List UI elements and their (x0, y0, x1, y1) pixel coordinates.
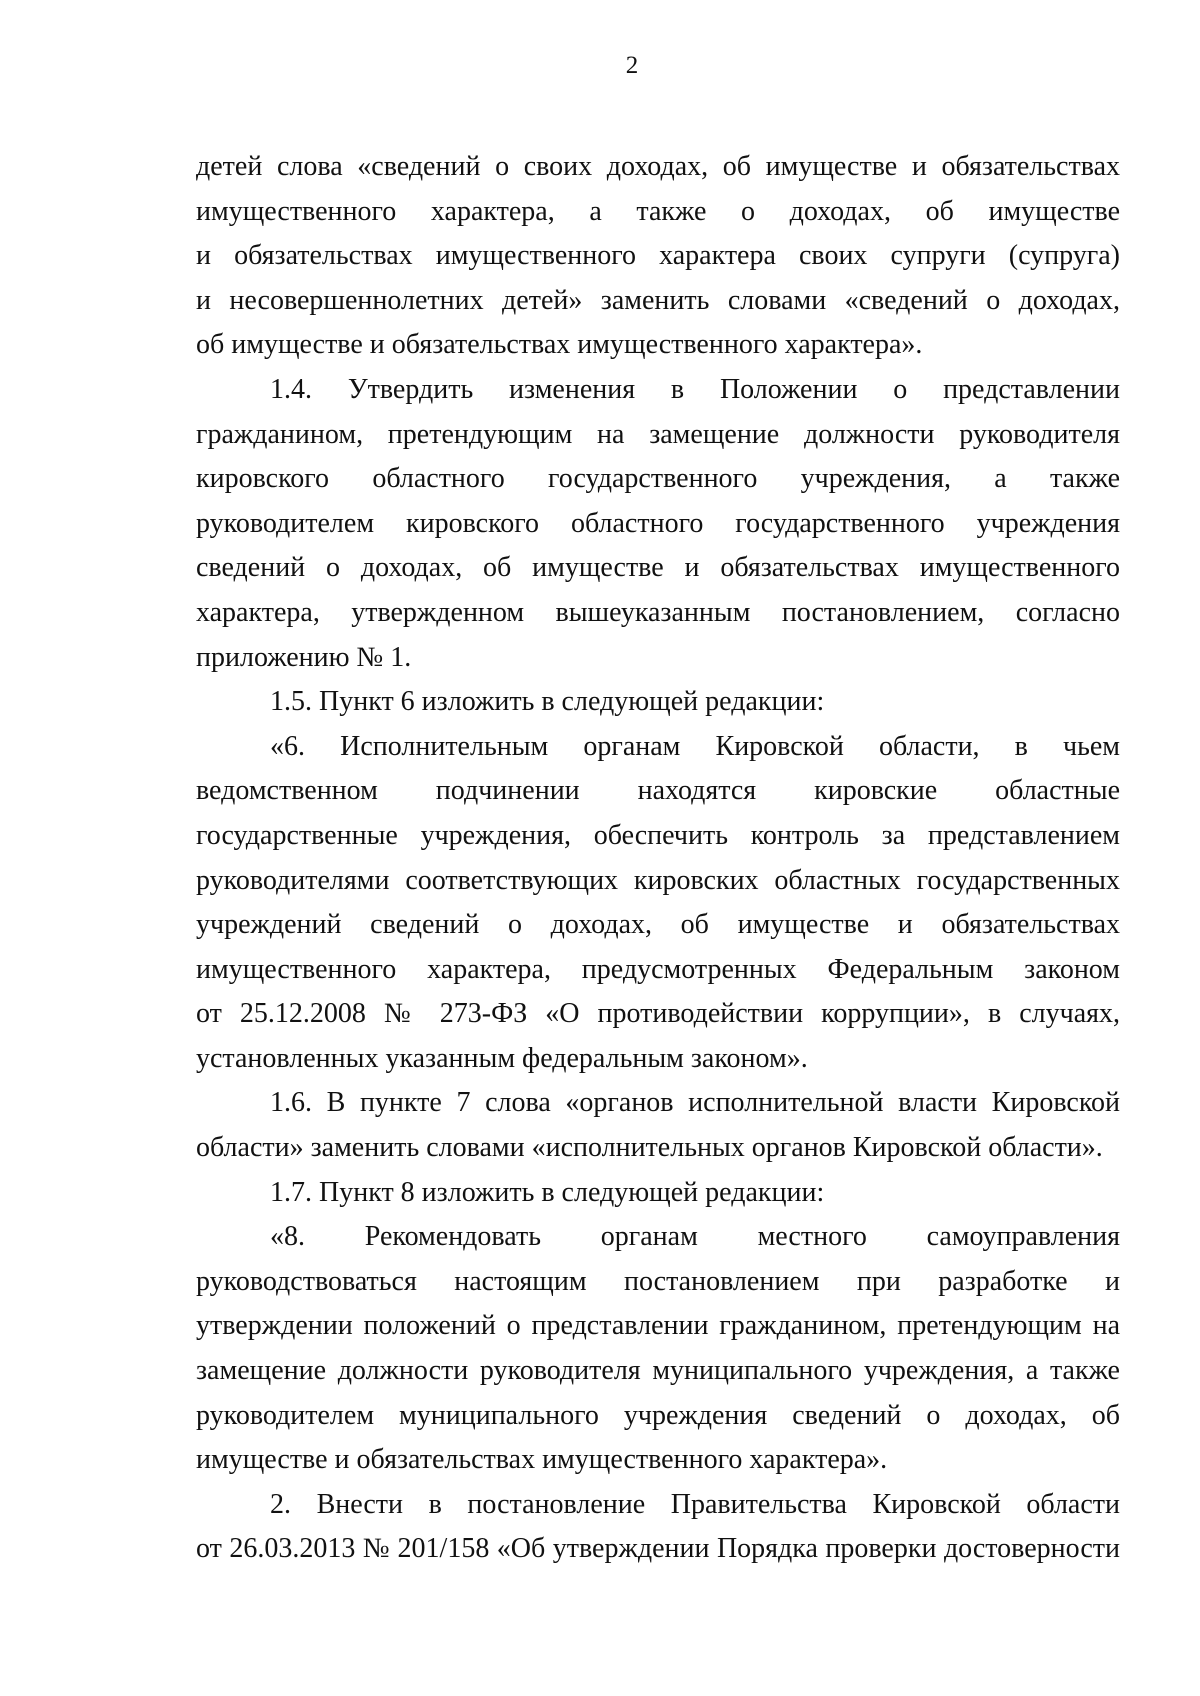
text-line: детей слова «сведений о своих доходах, об имуществе и обязательствах (196, 151, 1120, 182)
text-line: имуществе и обязательствах имущественного характера». (196, 1444, 888, 1476)
text-line: и обязательствах имущественного характера своих супруги (супруга) (196, 240, 1120, 272)
text-line: 1.4. Утвердить изменения в Положении о представлении (270, 373, 1120, 405)
text-line: установленных указанным федеральным законом». (196, 1042, 808, 1074)
text-line: и несовершеннолетних детей» заменить словами «сведений о доходах, (196, 284, 1120, 316)
text-line: руководителем кировского областного государственного учреждения (196, 507, 1120, 539)
text-line: имущественного характера, предусмотренных Федеральным законом (196, 953, 1120, 985)
text-line: руководителями соответствующих кировских областных государственных (196, 864, 1120, 896)
text-line: ведомственном подчинении находятся кировские областные (196, 775, 1120, 807)
text-line: руководствоваться настоящим постановлением при разработке и (196, 1265, 1120, 1297)
text-line: «6. Исполнительным органам Кировской области, в чьем (270, 730, 1120, 762)
page-number: 2 (625, 52, 639, 79)
text-line: «8. Рекомендовать органам местного самоуправления (270, 1221, 1120, 1253)
document-body (196, 145, 1120, 1572)
text-line: утверждении положений о представлении гражданином, претендующим на (196, 1310, 1120, 1342)
text-line: области» заменить словами «исполнительных органов Кировской области». (196, 1132, 1103, 1164)
text-line: от 25.12.2008 № 273-ФЗ «О противодействии коррупции», в случаях, (196, 998, 1120, 1030)
text-line: 1.5. Пункт 6 изложить в следующей редакции: (270, 686, 825, 718)
text-line: учреждений сведений о доходах, об имуществе и обязательствах (196, 909, 1120, 941)
text-line: характера, утвержденном вышеуказанным постановлением, согласно (196, 596, 1120, 628)
text-line: руководителем муниципального учреждения сведений о доходах, об (196, 1399, 1120, 1431)
text-line: 2. Внести в постановление Правительства Кировской области (270, 1488, 1120, 1520)
text-line: кировского областного государственного учреждения, а также (196, 463, 1120, 495)
text-line: 1.7. Пункт 8 изложить в следующей редакции: (270, 1176, 825, 1208)
text-line: приложению № 1. (196, 641, 412, 673)
text-line: об имуществе и обязательствах имущественного характера». (196, 329, 923, 361)
text-line: от 26.03.2013 № 201/158 «Об утверждении Порядка проверки достоверности (196, 1533, 1120, 1565)
text-line: сведений о доходах, об имуществе и обязательствах имущественного (196, 552, 1120, 584)
text-line: замещение должности руководителя муниципального учреждения, а также (196, 1355, 1120, 1387)
text-line: гражданином, претендующим на замещение должности руководителя (196, 418, 1120, 450)
text-line: 1.6. В пункте 7 слова «органов исполнительной власти Кировской (270, 1087, 1120, 1119)
text-line: имущественного характера, а также о доходах, об имуществе (196, 195, 1120, 227)
text-line: государственные учреждения, обеспечить контроль за представлением (196, 819, 1120, 851)
